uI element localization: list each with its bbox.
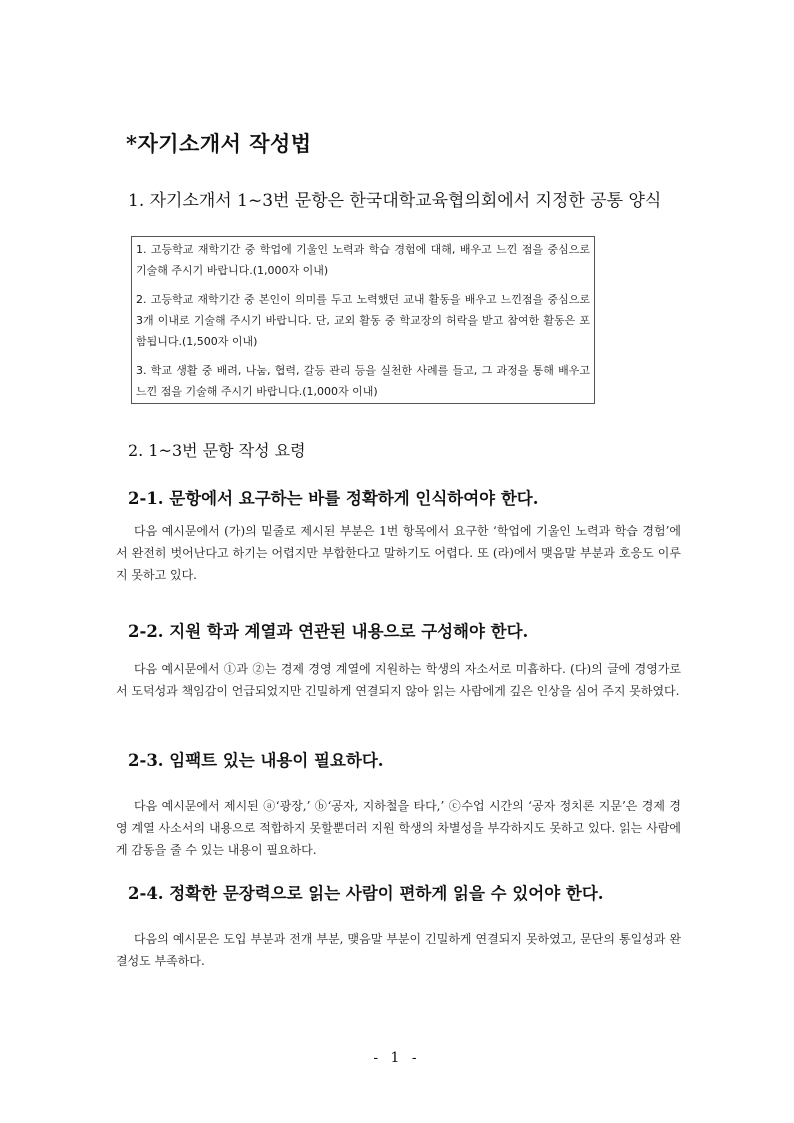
subsection-2-3-heading: 2-3. 임팩트 있는 내용이 필요하다. <box>128 751 384 770</box>
section-1-heading: 1. 자기소개서 1~3번 문항은 한국대학교육협의회에서 지정한 공통 양식 <box>128 191 662 211</box>
subsection-2-4-heading: 2-4. 정확한 문장력으로 읽는 사람이 편하게 읽을 수 있어야 한다. <box>128 884 604 903</box>
subsection-2-4-body: 다음의 예시문은 도입 부분과 전개 부분, 맺음말 부분이 긴밀하게 연결되지 못하였고, 문단의 통일성과 완결성도 부족하다. <box>116 932 681 968</box>
question-item-1: 1. 고등학교 재학기간 중 학업에 기울인 노력과 학습 경험에 대해, 배우고 느낀 점을 중심으로 기술해 주시기 바랍니다.(1,000자 이내) <box>136 243 590 277</box>
question-box <box>131 236 595 404</box>
document-title: *자기소개서 작성법 <box>126 131 312 156</box>
subsection-2-2-heading: 2-2. 지원 학과 계열과 연관된 내용으로 구성해야 한다. <box>128 622 529 641</box>
question-item-3: 3. 학교 생활 중 배려, 나눔, 협력, 갈등 관리 등을 실천한 사례를 들고, 그 과정을 통해 배우고 느낀 점을 기술해 주시기 바랍니다.(1,000자 이내) <box>136 364 590 398</box>
subsection-2-1-heading: 2-1. 문항에서 요구하는 바를 정확하게 인식하여야 한다. <box>128 489 539 508</box>
section-2-heading: 2. 1~3번 문항 작성 요령 <box>128 441 306 460</box>
page-number: - 1 - <box>373 1050 421 1066</box>
subsection-2-1-body: 다음 예시문에서 (가)의 밑줄로 제시된 부분은 1번 항목에서 요구한 ‘학업에 기울인 노력과 학습 경험’에서 완전히 벗어난다고 하기는 어렵지만 부합한다고 말하기도 어렵다. 또 (라)에서 맺음말 부분과 호응도 이루지 못하고 있다. <box>116 524 681 582</box>
subsection-2-2-body: 다음 예시문에서 ①과 ②는 경제 경영 계열에 지원하는 학생의 자소서로 미흡하다. (다)의 글에 경영가로서 도덕성과 책임감이 언급되었지만 긴밀하게 연결되지 않아 읽는 사람에게 깊은 인상을 심어 주지 못하였다. <box>116 662 681 698</box>
question-item-2: 2. 고등학교 재학기간 중 본인이 의미를 두고 노력했던 교내 활동을 배우고 느낀점을 중심으로 3개 이내로 기술해 주시기 바랍니다. 단, 교외 활동 중 학교장의 허락을 받고 참여한 활동은 포함됩니다.(1,500자 이내) <box>136 293 590 348</box>
subsection-2-3-body: 다음 예시문에서 제시된 ⓐ‘광장,’ ⓑ‘공자, 지하철을 타다,’ ⓒ수업 시간의 ‘공자 정치론 지문’은 경제 경영 계열 사소서의 내용으로 적합하지 못할뿐더러 지원 학생의 차별성을 부각하지도 못하고 있다. 읽는 사람에게 감동을 줄 수 있는 내용이 필요하다. <box>116 799 681 857</box>
